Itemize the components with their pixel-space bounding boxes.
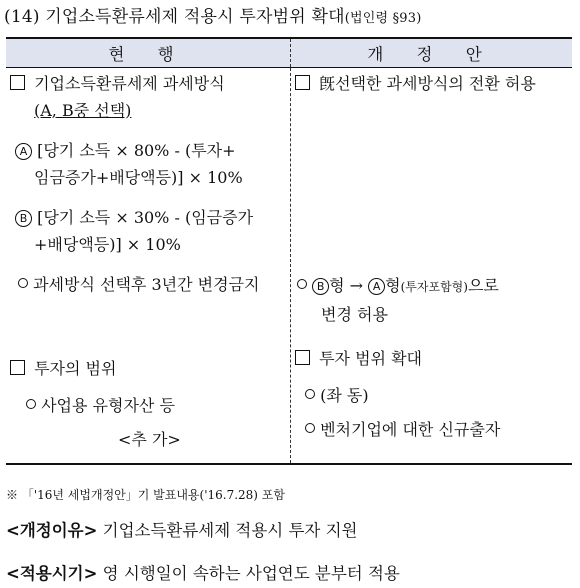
circled-b-icon: B: [15, 210, 32, 227]
heading-reference: (법인령 §93): [344, 11, 422, 26]
revised-expand: 투자 범위 확대: [319, 349, 423, 368]
current-a-line1: [당기 소득 × 80% - (투자+: [37, 141, 236, 160]
revision-reason: [6, 517, 358, 541]
revised-same: (좌 동): [320, 386, 369, 405]
revised-switch: 旣선택한 과세방식의 전환 허용: [319, 74, 536, 93]
effective-date: [6, 560, 400, 584]
effective-text: 영 시행일이 속하는 사업연도 분부터 적용: [102, 564, 400, 583]
current-add: <추 가>: [118, 430, 181, 449]
checkbox-square-icon: [10, 75, 25, 90]
heading-title: (14) 기업소득환류세제 적용시 투자범위 확대: [4, 7, 345, 27]
effective-label: <적용시기>: [6, 564, 98, 583]
current-b-line1: [당기 소득 × 30% - (임금증가: [37, 208, 254, 227]
checkbox-square-icon: [295, 75, 310, 90]
revised-change: 변경 허용: [321, 305, 388, 324]
current-choose: (A, B중 선택): [34, 101, 132, 120]
arrow-right-icon: →: [349, 276, 364, 295]
bullet-icon: [18, 278, 28, 288]
bullet-icon: [26, 399, 36, 409]
revised-tail: 으로: [467, 276, 499, 295]
current-tax-method: 기업소득환류세제 과세방식: [34, 74, 225, 93]
footnote: ※ 「'16년 세법개정안」기 발표내용('16.7.28) 포함: [6, 488, 285, 502]
reason-label: <개정이유>: [6, 521, 98, 540]
revised-a-suffix: 형: [385, 276, 401, 295]
checkbox-square-icon: [10, 360, 25, 375]
checkbox-square-icon: [295, 350, 310, 365]
circled-a-icon: A: [15, 143, 32, 160]
circled-b-icon: B: [312, 278, 329, 295]
current-a-line2: 임금증가+배당액등)] × 10%: [34, 168, 243, 187]
revised-venture: 벤처기업에 대한 신규출자: [320, 420, 501, 439]
header-revised: 개 정 안: [291, 38, 573, 68]
circled-a-icon: A: [368, 278, 385, 295]
revised-incl: (투자포함형): [400, 280, 468, 294]
bullet-icon: [305, 423, 315, 433]
bullet-icon: [305, 389, 315, 399]
current-scope-item: 사업용 유형자산 등: [41, 396, 175, 415]
revised-column: [291, 68, 573, 465]
header-current: 현 행: [6, 38, 291, 68]
section-heading: [4, 2, 421, 27]
revised-b-suffix: 형: [329, 276, 345, 295]
comparison-table: [6, 37, 572, 465]
current-b-line2: +배당액등)] × 10%: [34, 235, 181, 254]
bullet-icon: [297, 279, 307, 289]
current-column: [6, 68, 291, 465]
current-scope: 투자의 범위: [34, 359, 117, 378]
reason-text: 기업소득환류세제 적용시 투자 지원: [102, 521, 358, 540]
current-lock: 과세방식 선택후 3년간 변경금지: [33, 275, 260, 294]
